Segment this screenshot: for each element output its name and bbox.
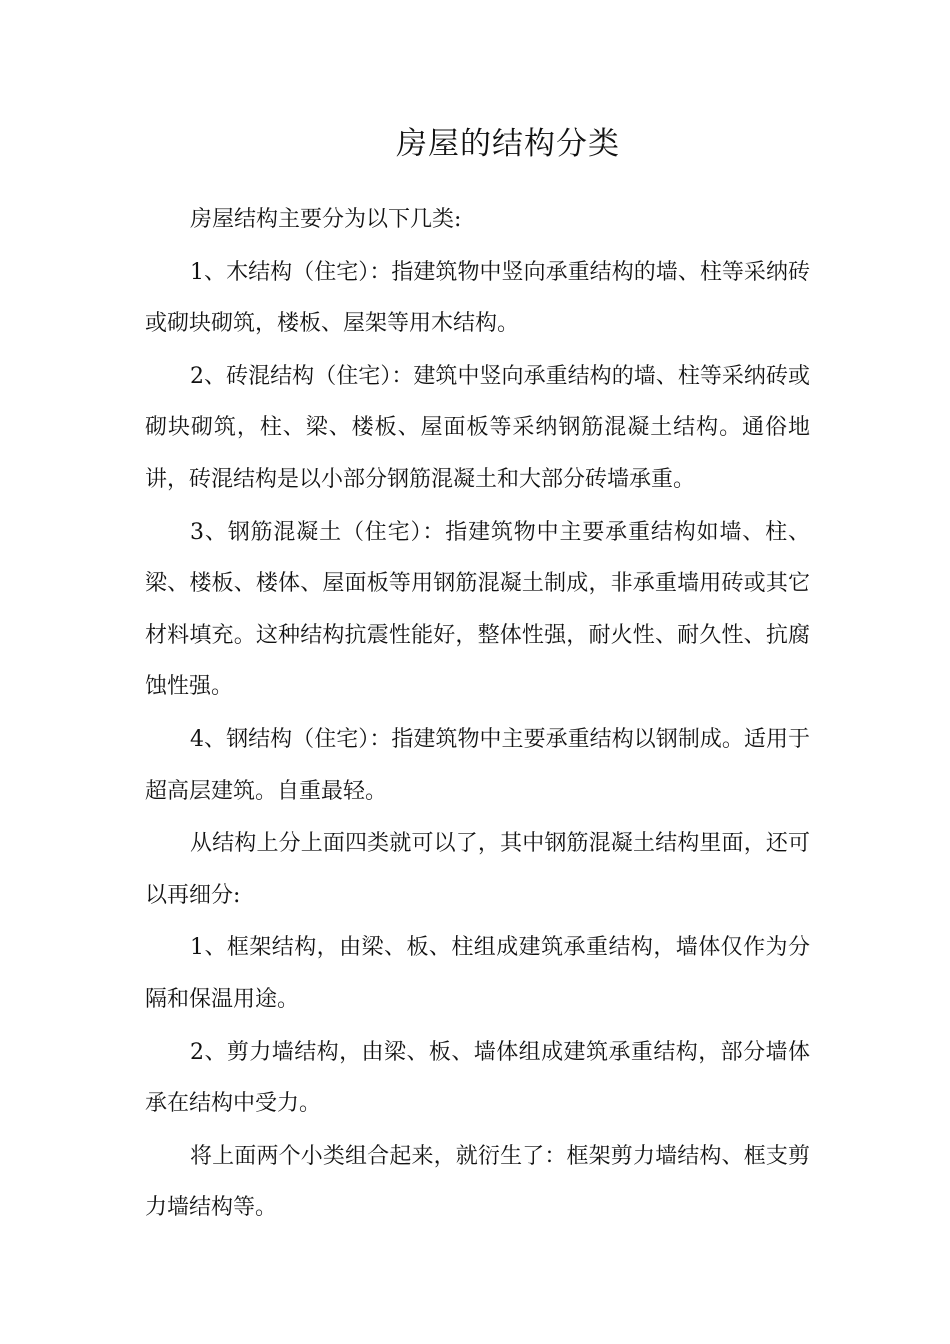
document-body — [145, 194, 810, 1235]
paragraph-subdivision-intro: 从结构上分上面四类就可以了，其中钢筋混凝土结构里面，还可以再细分: — [145, 831, 810, 908]
page-title: 房屋的结构分类 — [396, 126, 620, 162]
paragraph-steel-structure: 4、钢结构（住宅）：指建筑物中主要承重结构以钢制成。适用于超高层建筑。自重最轻。 — [145, 726, 810, 804]
paragraph-brick-concrete-structure: 2、砖混结构（住宅）：建筑中竖向承重结构的墙、柱等采纳砖或砌块砌筑，柱、梁、楼板、屋面板等采纳钢筋混凝土结构。通俗地讲，砖混结构是以小部分钢筋混凝土和大部分砖墙承重。 — [145, 363, 810, 492]
paragraph-wood-structure: 1、木结构（住宅）：指建筑物中竖向承重结构的墙、柱等采纳砖或砌块砌筑，楼板、屋架等用木结构。 — [145, 259, 810, 337]
paragraph-shear-wall-structure: 2、剪力墙结构，由梁、板、墙体组成建筑承重结构，部分墙体承在结构中受力。 — [145, 1039, 810, 1117]
paragraph-combined-structures: 将上面两个小类组合起来，就衍生了：框架剪力墙结构、框支剪力墙结构等。 — [145, 1143, 810, 1221]
paragraph-intro: 房屋结构主要分为以下几类: — [190, 207, 462, 232]
paragraph-frame-structure: 1、框架结构，由梁、板、柱组成建筑承重结构，墙体仅作为分隔和保温用途。 — [145, 935, 810, 1012]
paragraph-reinforced-concrete: 3、钢筋混凝土（住宅）：指建筑物中主要承重结构如墙、柱、梁、楼板、楼体、屋面板等用钢筋混凝土制成，非承重墙用砖或其它材料填充。这种结构抗震性能好，整体性强，耐火性、耐久性、抗腐蚀性强。 — [145, 519, 810, 700]
